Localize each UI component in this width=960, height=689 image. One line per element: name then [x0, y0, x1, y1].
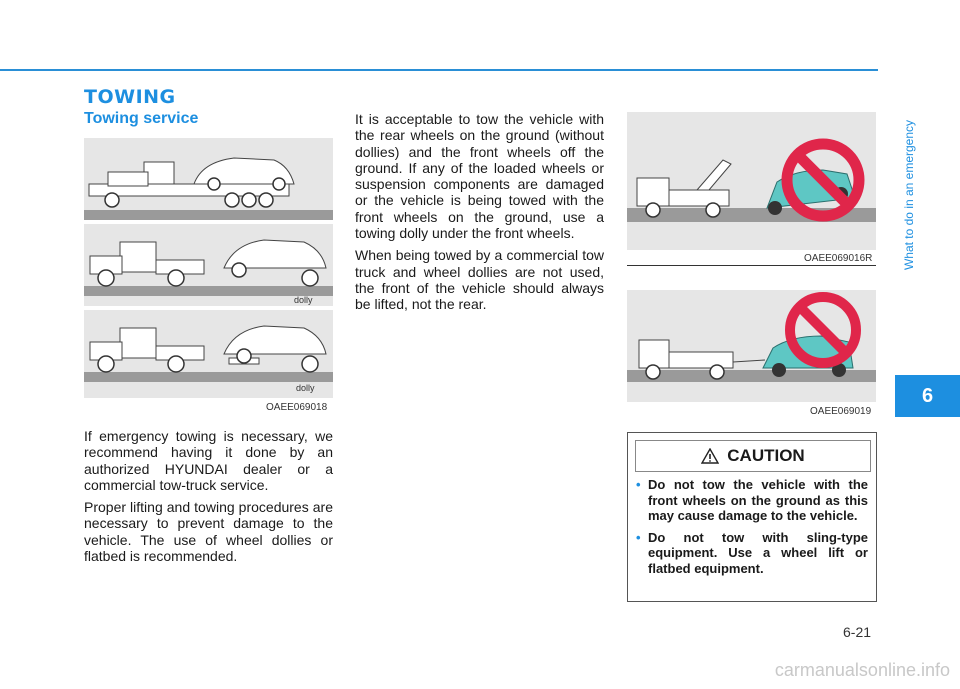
- figure-code-1: OAEE069018: [266, 402, 328, 413]
- caution-list: [636, 477, 868, 582]
- figure-divider: [627, 265, 876, 266]
- figure-code-2: OAEE069016R: [804, 253, 873, 264]
- caution-title: CAUTION: [727, 446, 805, 465]
- caution-item: • Do not tow the vehicle with the front wheels on the ground as this may cause damage to the vehicle.: [636, 477, 868, 524]
- middle-body-text: [355, 111, 604, 319]
- figure-code-3: OAEE069019: [810, 406, 872, 417]
- prohibited-crane-illustration: [627, 112, 876, 250]
- caution-item: • Do not tow with sling-type equipment. Use a wheel lift or flatbed equipment.: [636, 530, 868, 577]
- dolly-label-1: dolly: [294, 295, 313, 305]
- section-title: TOWING: [84, 86, 176, 108]
- figure-prohibited-sling-tow: [627, 290, 876, 402]
- left-body-text: [84, 428, 333, 570]
- middle-paragraph-2: When being towed by a commercial tow truck and wheel dollies are not used, the front of the vehicle should always be lifted, not the rear.: [355, 247, 604, 313]
- figure-towing-methods: [84, 138, 333, 398]
- top-rule: [0, 69, 878, 71]
- chapter-tab[interactable]: 6: [895, 375, 960, 417]
- figure-prohibited-crane-tow: [627, 112, 876, 250]
- middle-paragraph-1: It is acceptable to tow the vehicle with the rear wheels on the ground (without dollies) and the front wheels off the ground. If any of the loaded wheels or suspension components are damaged or the vehicle is being towed with the front wheels on the ground, use a towing dolly under the front wheels.: [355, 111, 604, 242]
- towing-methods-illustration: [84, 138, 333, 398]
- dolly-label-2: dolly: [296, 383, 315, 393]
- caution-box: [627, 432, 877, 602]
- caution-header: [635, 440, 871, 472]
- left-paragraph-1: If emergency towing is necessary, we recommend having it done by an authorized HYUNDAI dealer or a commercial tow-truck service.: [84, 428, 333, 493]
- page-number: 6-21: [843, 624, 872, 640]
- prohibited-sling-illustration: [627, 290, 876, 402]
- subhead-towing-service: Towing service: [84, 110, 199, 127]
- chapter-side-label: [898, 30, 920, 360]
- warning-triangle-icon: [701, 448, 719, 464]
- watermark: carmanualsonline.info: [774, 660, 950, 680]
- chapter-label-text: What to do in an emergency: [902, 119, 916, 271]
- left-paragraph-2: Proper lifting and towing procedures are necessary to prevent damage to the vehicle. The use of wheel dollies or flatbed is recommended.: [84, 499, 333, 565]
